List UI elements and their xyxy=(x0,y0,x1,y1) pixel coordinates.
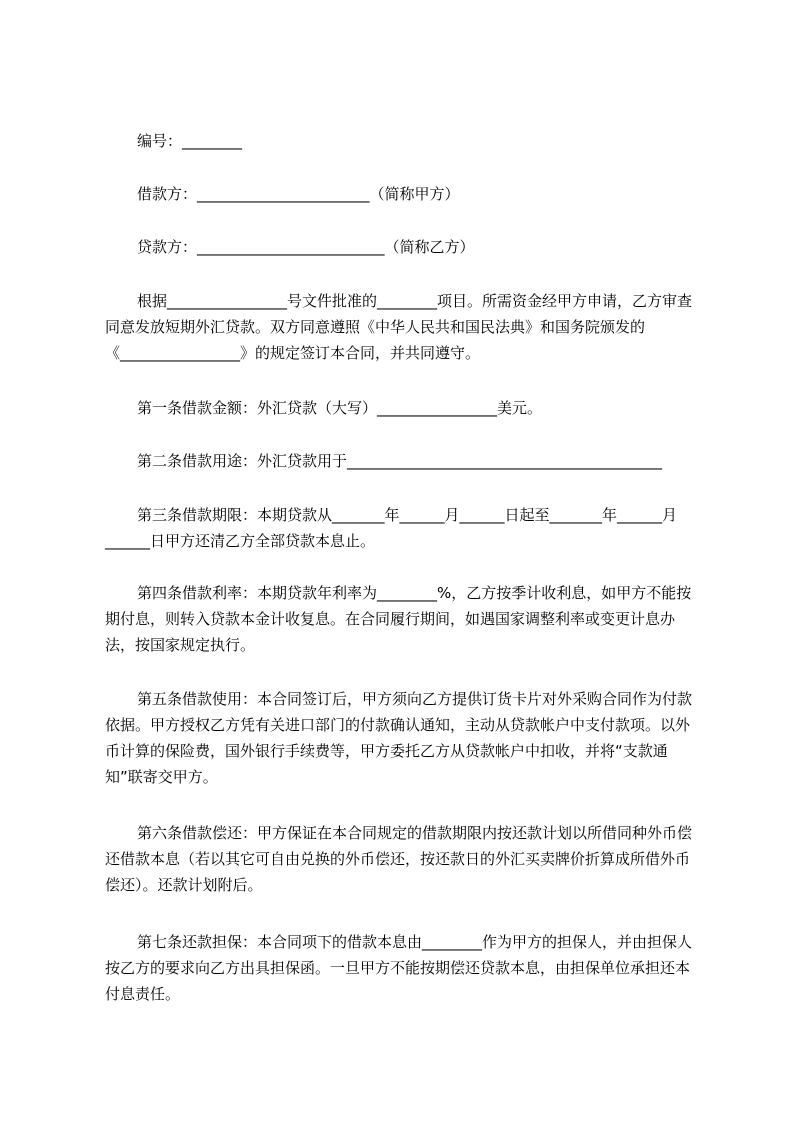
article-6-repayment: 第六条借款偿还：甲方保证在本合同规定的借款期限内按还款计划以所借同种外币偿还借款本息（若以其它可自由兑换的外币偿还，按还款日的外汇买卖牌价折算成所借外币偿还）。还款计划附后。 xyxy=(105,824,693,894)
article-2-purpose: 第二条借款用途：外汇贷款用于__________________________________________ xyxy=(137,452,663,470)
article-4-interest: 第四条借款利率：本期贷款年利率为________%，乙方按季计收利息，如甲方不能按期付息，则转入贷款本金计收复息。在合同履行期间，如遇国家调整利率或变更计息办法，按国家规定执行。 xyxy=(105,584,692,654)
article-3-term: 第三条借款期限：本期贷款从_______年______月______日起至_______年______月______日甲方还清乙方全部贷款本息止。 xyxy=(105,506,678,550)
borrower-line: 借款方：_______________________（简称甲方） xyxy=(137,185,460,203)
article-1-amount: 第一条借款金额：外汇贷款（大写）________________美元。 xyxy=(137,399,543,417)
article-7-guarantee: 第七条还款担保：本合同项下的借款本息由________作为甲方的担保人，并由担保人按乙方的要求向乙方出具担保函。一旦甲方不能按期偿还贷款本息，由担保单位承担还本付息责任。 xyxy=(105,933,693,1003)
article-5-usage: 第五条借款使用：本合同签订后，甲方须向乙方提供订货卡片对外采购合同作为付款依据。甲方授权乙方凭有关进口部门的付款确认通知，主动从贷款帐户中支付款项。以外币计算的保险费，国外银行手续费等，甲方委托乙方从贷款帐户中扣收，并将“支款通知”联寄交甲方。 xyxy=(105,690,693,786)
contract-number-line: 编号：________ xyxy=(137,132,243,150)
preamble-paragraph: 根据________________号文件批准的________项目。所需资金经甲方申请，乙方审查同意发放短期外汇贷款。双方同意遵照《中华人民共和国民法典》和国务院颁发的《________________》的规定签订本合同，并共同遵守。 xyxy=(105,292,693,362)
lender-line: 贷款方：_________________________（简称乙方） xyxy=(137,238,475,256)
